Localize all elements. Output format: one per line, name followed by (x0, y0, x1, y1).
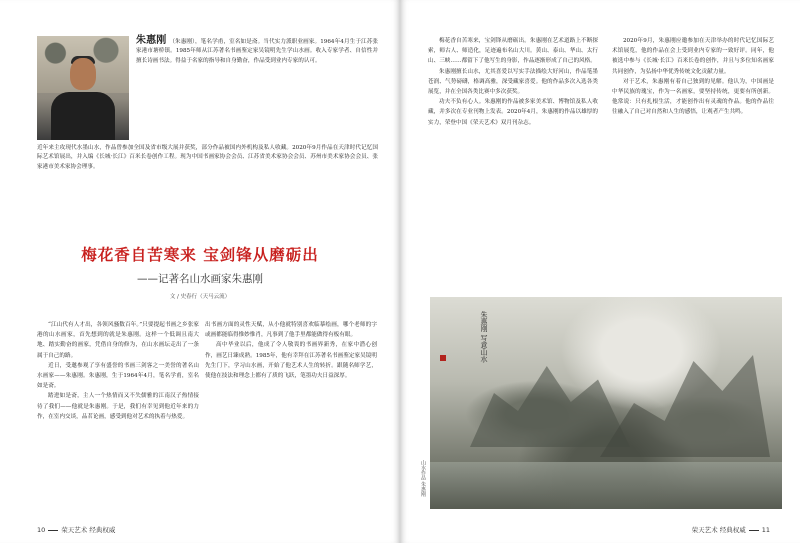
magazine-title: 荣天艺术 经典权威 (691, 526, 746, 534)
artist-bio-continued: 近年来主攻现代水墨山水，作品曾参加全国及省市级大展并获奖，部分作品被国内外机构及私人收藏。2020年9月作品在天津时代记忆国际艺术馆展出，并入编《长城·长江》百米长卷创作工程。现为中国书画家协会会员、江苏省美术家协会会员、苏州市美术家协会会员、张家港市美术家协会理事。 (37, 145, 378, 170)
paragraph: 梅花香自苦寒来，宝剑锋从磨砺出。朱惠刚在艺术道路上不断探索，师古人、师造化，足迹遍布名山大川。黄山、泰山、华山、太行山、三峡……都留下了他写生的身影，作品逐渐形成了自己的风格。 (428, 38, 598, 65)
artist-bio (136, 36, 378, 66)
right-column-1 (428, 36, 598, 128)
paragraph: 出书画方面的灵性天赋，从小他就特别喜欢临摹绘画，哪个老师的字或画都能临得惟妙惟肖，凡事到了他手里都能做得有板有眼。 (205, 322, 377, 339)
magazine-title: 荣天艺术 经典权威 (61, 526, 116, 534)
portrait-head (70, 58, 96, 90)
paragraph: “江山代有人才出，各领风骚数百年。”只要提起书画之乡张家港的山水画家，首先想到的就是朱惠刚。这样一个低调且南大地、踏实勤奋的画家，凭借自身的修为，在山水画坛走出了一条属于自己的路。 (37, 322, 199, 359)
right-column-2 (612, 36, 774, 118)
footer-rule (749, 530, 759, 531)
paragraph: 功夫不负有心人。朱惠刚的作品被多家美术馆、博物馆及私人收藏，并多次在专业刊物上发表。2020年4月，朱惠刚的作品以雄厚的实力，荣登中国《荣天艺术》双月刊杂志。 (428, 99, 598, 126)
bio-text: （朱惠刚），笔名学甫，室名如是斋。当代实力派职业画家。1964年4月生于江苏张家港市塘桥镇。1985年师从江苏著名书画鉴定家吴镜明先生学山水画。收入专家学者、自信性并擅长诗画书法。得益于名家的指导和自身勤奋，作品受到业内专家的认可。 (136, 39, 379, 64)
paragraph: 2020年9月，朱惠刚应邀参加在天津举办的时代记忆国际艺术馆展览，他的作品在会上受到业内专家的一致好评。同年，他被选中参与《长城·长江》百米长卷的创作，并且与多位知名画家共同创作，为弘扬中华优秀传统文化贡献力量。 (612, 38, 774, 75)
left-column-2 (205, 320, 377, 381)
article-subheadline: ——记著名山水画家朱惠刚 (137, 273, 263, 285)
paragraph: 高中毕业以后，他成了令人敬畏的书画界新秀，在家中潜心创作，画艺日臻成熟。1985年，他有幸拜在江苏著名书画鉴定家吴镜明先生门下，学习山水画，开始了他艺术人生的转折。跟随名师学艺，使他在技法和理念上都有了质的飞跃，笔墨功夫日益深厚。 (205, 342, 377, 380)
painting-inscription: 朱惠刚 写意山水 (480, 311, 488, 363)
mountain-ridge (600, 337, 770, 457)
footer-rule (48, 530, 58, 531)
paragraph: 朱惠刚擅长山水，尤其喜爱以写实手法描绘大好河山，作品笔墨苍润、气势磅礴，格调高雅，深受藏家喜爱。他的作品多次入选各类展览，并在全国各类比赛中多次获奖。 (428, 68, 598, 96)
mountain-ridge (470, 357, 630, 447)
paragraph: 踏进如是斋，主人一个热情而又不失儒雅的江南汉子热情接待了我们——他就是朱惠刚。于是，我们有幸见到他近年来的力作，在室内交谈，品茗论画，感受到他对艺术的执着与热爱。 (37, 393, 199, 420)
page-number: 11 (761, 526, 770, 534)
painting-caption: 山水作品 朱惠刚 (420, 460, 426, 497)
article-headline: 梅花香自苦寒来 宝剑锋从磨砺出 (81, 245, 319, 264)
left-footer (37, 525, 115, 534)
right-page (400, 0, 800, 543)
red-seal-stamp (440, 355, 446, 361)
portrait-body (51, 92, 115, 140)
artist-portrait (37, 36, 129, 140)
paragraph: 对于艺术，朱惠刚有着自己独到的见解。他认为，中国画是中华民族的瑰宝，作为一名画家，要坚持传统，更要有所创新。他常说：只有扎根生活，才能创作出有灵魂的作品。他的作品往往融入了自己对自然和人生的感悟，让观者产生共鸣。 (612, 78, 774, 116)
paragraph: 近日，受邀参观了享有盛誉的书画三剑客之一美誉的著名山水画家——朱惠刚。朱惠刚，生于1964年4月，笔名学甫，室名如是斋。 (37, 362, 199, 390)
left-column-1 (37, 320, 199, 422)
article-byline: 文 / 史春行（天马云流） (169, 294, 231, 300)
artist-name: 朱惠刚 (136, 35, 167, 46)
river (430, 462, 782, 509)
right-footer (692, 525, 770, 534)
page-number: 10 (37, 526, 46, 534)
landscape-painting (430, 297, 782, 509)
